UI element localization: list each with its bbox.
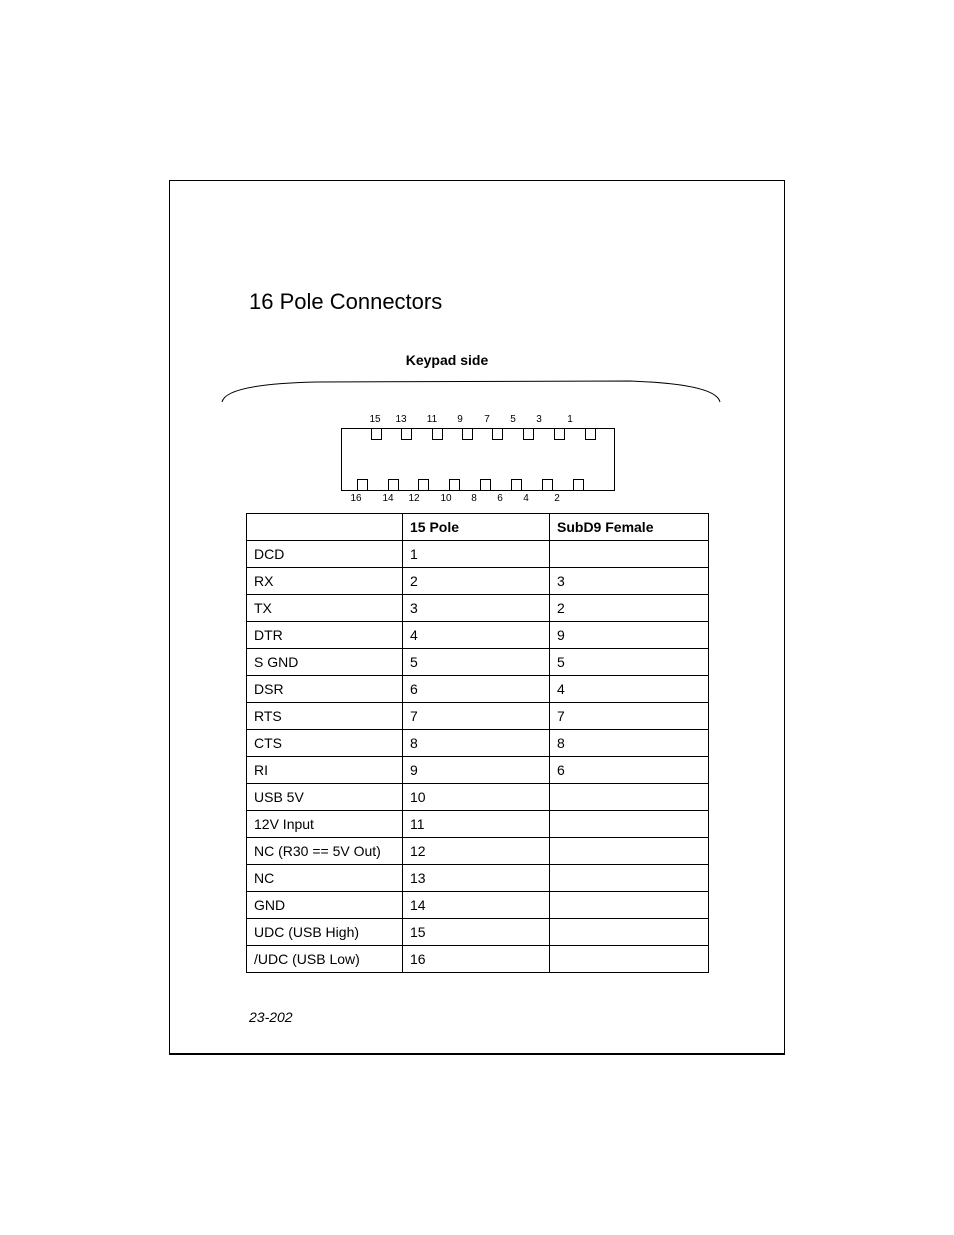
bottom-pin-label: 16 [350, 493, 362, 504]
signal-cell: RX [247, 568, 403, 595]
bottom-pin-square [389, 480, 399, 491]
subd9-cell [550, 811, 709, 838]
pole-cell: 4 [403, 622, 550, 649]
subd9-cell: 2 [550, 595, 709, 622]
pole-cell: 6 [403, 676, 550, 703]
table-row [247, 595, 709, 622]
bottom-pin-square [419, 480, 429, 491]
pin-table [246, 513, 709, 973]
keypad-side-label: Keypad side [405, 352, 489, 368]
signal-cell: UDC (USB High) [247, 919, 403, 946]
subd9-cell: 7 [550, 703, 709, 730]
pole-cell: 13 [403, 865, 550, 892]
table-row [247, 676, 709, 703]
top-pin-label: 13 [395, 414, 407, 425]
signal-cell: CTS [247, 730, 403, 757]
top-pin-label: 9 [457, 414, 463, 425]
signal-cell: DTR [247, 622, 403, 649]
signal-cell: GND [247, 892, 403, 919]
table-row [247, 622, 709, 649]
pole-cell: 2 [403, 568, 550, 595]
subd9-cell: 8 [550, 730, 709, 757]
subd9-cell: 6 [550, 757, 709, 784]
subd9-cell [550, 541, 709, 568]
table-header-row [247, 514, 709, 541]
pole-cell: 3 [403, 595, 550, 622]
page-title: 16 Pole Connectors [249, 289, 443, 314]
top-pin-label: 7 [484, 414, 490, 425]
bottom-pin-label: 8 [471, 493, 477, 504]
pole-cell: 9 [403, 757, 550, 784]
pole-cell: 15 [403, 919, 550, 946]
bottom-pin-label: 14 [382, 493, 394, 504]
table-row [247, 892, 709, 919]
table-row [247, 730, 709, 757]
bottom-pin-square [512, 480, 522, 491]
signal-cell: RTS [247, 703, 403, 730]
bottom-pin-square [574, 480, 584, 491]
table-row [247, 649, 709, 676]
pole-cell: 8 [403, 730, 550, 757]
table-row [247, 784, 709, 811]
signal-cell: S GND [247, 649, 403, 676]
table-row [247, 703, 709, 730]
top-pin-label: 1 [567, 414, 573, 425]
signal-cell: TX [247, 595, 403, 622]
bottom-pin-square [481, 480, 491, 491]
table-row [247, 568, 709, 595]
bottom-pin-label: 10 [440, 493, 452, 504]
subd9-cell: 3 [550, 568, 709, 595]
top-pin-label: 15 [369, 414, 381, 425]
pole-cell: 10 [403, 784, 550, 811]
table-row [247, 865, 709, 892]
signal-cell: USB 5V [247, 784, 403, 811]
bottom-pin-label: 12 [408, 493, 420, 504]
subd9-cell [550, 865, 709, 892]
header-signal [247, 514, 403, 541]
pole-cell: 16 [403, 946, 550, 973]
header-subd9-female: SubD9 Female [550, 514, 709, 541]
top-pin-square [402, 429, 412, 440]
pole-cell: 1 [403, 541, 550, 568]
bottom-pin-square [543, 480, 553, 491]
bottom-pin-label: 4 [523, 493, 529, 504]
table-row [247, 946, 709, 973]
subd9-cell [550, 892, 709, 919]
subd9-cell [550, 784, 709, 811]
pole-cell: 7 [403, 703, 550, 730]
signal-cell: NC (R30 == 5V Out) [247, 838, 403, 865]
subd9-cell [550, 919, 709, 946]
connector-diagram [0, 0, 954, 520]
pole-cell: 14 [403, 892, 550, 919]
subd9-cell: 9 [550, 622, 709, 649]
top-pin-square [463, 429, 473, 440]
subd9-cell: 4 [550, 676, 709, 703]
top-pin-square [372, 429, 382, 440]
pole-cell: 11 [403, 811, 550, 838]
table-row [247, 838, 709, 865]
top-pin-square [524, 429, 534, 440]
subd9-cell [550, 838, 709, 865]
signal-cell: NC [247, 865, 403, 892]
top-pin-label: 11 [426, 414, 438, 425]
bottom-pin-label: 6 [497, 493, 503, 504]
bottom-pin-square [450, 480, 460, 491]
top-pin-row [369, 414, 595, 440]
top-pin-label: 5 [510, 414, 516, 425]
signal-cell: DSR [247, 676, 403, 703]
page-number: 23-202 [249, 1009, 293, 1025]
keypad-brace [222, 381, 720, 402]
signal-cell: 12V Input [247, 811, 403, 838]
top-pin-square [586, 429, 596, 440]
table-row [247, 541, 709, 568]
bottom-pin-label: 2 [554, 493, 560, 504]
table-row [247, 811, 709, 838]
bottom-pin-square [358, 480, 368, 491]
header-15-pole: 15 Pole [403, 514, 550, 541]
pole-cell: 12 [403, 838, 550, 865]
signal-cell: DCD [247, 541, 403, 568]
top-pin-square [555, 429, 565, 440]
table-row [247, 757, 709, 784]
signal-cell: RI [247, 757, 403, 784]
subd9-cell [550, 946, 709, 973]
top-pin-square [433, 429, 443, 440]
signal-cell: /UDC (USB Low) [247, 946, 403, 973]
bottom-pin-row [350, 480, 583, 505]
top-pin-square [493, 429, 503, 440]
top-pin-label: 3 [536, 414, 542, 425]
subd9-cell: 5 [550, 649, 709, 676]
pole-cell: 5 [403, 649, 550, 676]
table-row [247, 919, 709, 946]
